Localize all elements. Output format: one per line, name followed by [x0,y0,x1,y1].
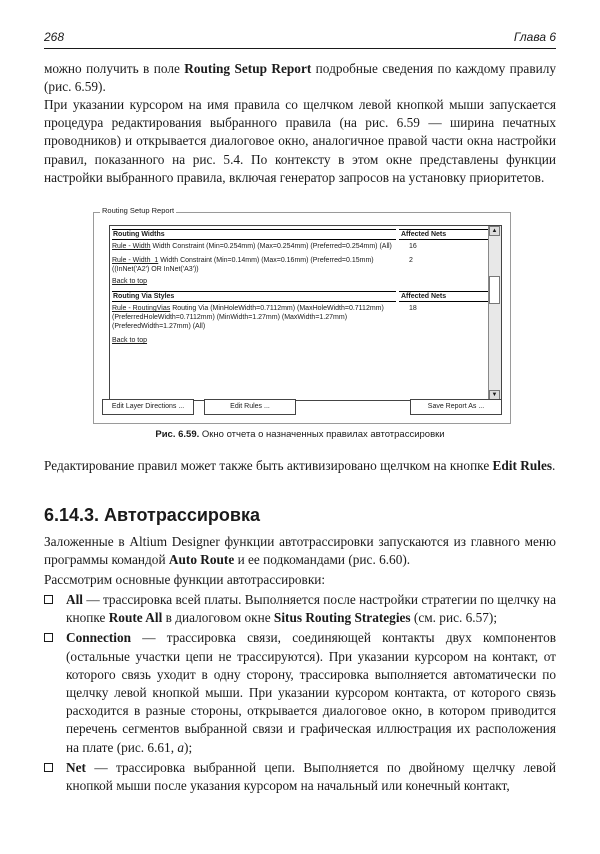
list-item: Connection — трассировка связи, соединяющей контакты двух компонентов (остальные участки цепи не трассируются). При указании курсором на контакт, от которого связь уходит в одну сторону, трассировка выполняется автоматически по щелчку левой кнопкой мыши. При указании курсором контакта, от которого связь расходится в разные стороны, открывается диалоговое окно, в котором приводится перечень сегментов выбранной связи и графическая иллюстрация их расположения на плате (рис. 6.61, а); [44,629,556,756]
checkbox-bullet-icon [44,763,53,772]
page-header [44,30,556,49]
report-row: Rule - Width_1 Width Constraint (Min=0.14mm) (Max=0.16mm) (Preferred=0.15mm) ((InNet('A2') OR InNet('A3')) 2 [112,257,413,273]
paragraph-1: можно получить в поле Routing Setup Report подробные сведения по каждому правилу (рис. 6.59). [44,61,556,95]
feature-list [44,591,556,797]
paragraph-4: Заложенные в Altium Designer функции автотрассировки запускаются из главного меню программы командой Auto Route и ее подкомандами (рис. 6.60). [44,534,556,568]
checkbox-bullet-icon [44,633,53,642]
rule-link[interactable]: Rule - Width [112,243,151,250]
affected-nets-value: 16 [409,243,417,250]
scroll-thumb[interactable] [489,276,500,304]
scroll-up-icon[interactable]: ▲ [489,226,500,236]
routing-setup-report-figure [93,206,511,424]
report-row: Rule - RoutingVias Routing Via (MinHoleWidth=0.7112mm) (MaxHoleWidth=0.7112mm) (PreferredHoleWidth=0.7112mm) (MinWidth=1.27mm) (MaxWidth=1.27mm) (PreferedWidth=1.27mm) (All) 18 [112,305,417,330]
vertical-scrollbar[interactable] [488,226,501,400]
report-content [112,229,488,345]
report-row: Rule - Width Width Constraint (Min=0.254mm) (Max=0.254mm) (Preferred=0.254mm) (All) 16 [112,243,417,250]
page-number: 268 [44,30,65,44]
section-header-vias: Routing Via Styles Affected Nets [112,291,488,301]
chapter-label: Глава 6 [513,30,556,44]
scroll-down-icon[interactable]: ▼ [489,390,500,400]
list-item: Net — трассировка выбранной цепи. Выполняется по двойному щелчку левой кнопкой мыши после указания курсором на начальный или конечный контакт, [44,759,556,795]
paragraph-2: При указании курсором на имя правила со щелчком левой кнопкой мыши запускается процедура редактирования выбранного правила (на рис. 6.59 — ширина печатных проводников) и открывается диалоговое окно, аналогичное правой части окна настройки правил, показанного на рис. 5.4. По контексту в этом окне представлены функции настройки выбранного правила, включая генератор запросов на установку приоритетов. [44,97,556,185]
figure-caption: Рис. 6.59. Окно отчета о назначенных правилах автотрассировки [155,429,445,440]
report-pane [109,225,502,401]
paragraph-5: Рассмотрим основные функции автотрассировки: [44,572,326,587]
edit-layer-directions-button[interactable]: Edit Layer Directions ... [102,399,194,415]
section-title: 6.14.3. Автотрассировка [44,505,260,525]
save-report-button[interactable]: Save Report As ... [410,399,502,415]
section-header-widths: Routing Widths Affected Nets [112,229,488,239]
affected-nets-value: 2 [409,257,413,264]
figure-legend: Routing Setup Report [102,206,175,215]
rule-link[interactable]: Rule - RoutingVias [112,305,171,312]
list-item: All — трассировка всей платы. Выполняется после настройки стратегии по щелчку на кнопке Route All в диалоговом окне Situs Routing Strategies (см. рис. 6.57); [44,591,556,627]
rule-link[interactable]: Rule - Width_1 [112,257,159,264]
checkbox-bullet-icon [44,595,53,604]
back-to-top-link[interactable]: Back to top [112,278,148,285]
paragraph-3: Редактирование правил может также быть активизировано щелчком на кнопке Edit Rules. [44,458,556,473]
affected-nets-value: 18 [409,305,417,312]
edit-rules-button[interactable]: Edit Rules ... [204,399,296,415]
back-to-top-link[interactable]: Back to top [112,337,148,344]
